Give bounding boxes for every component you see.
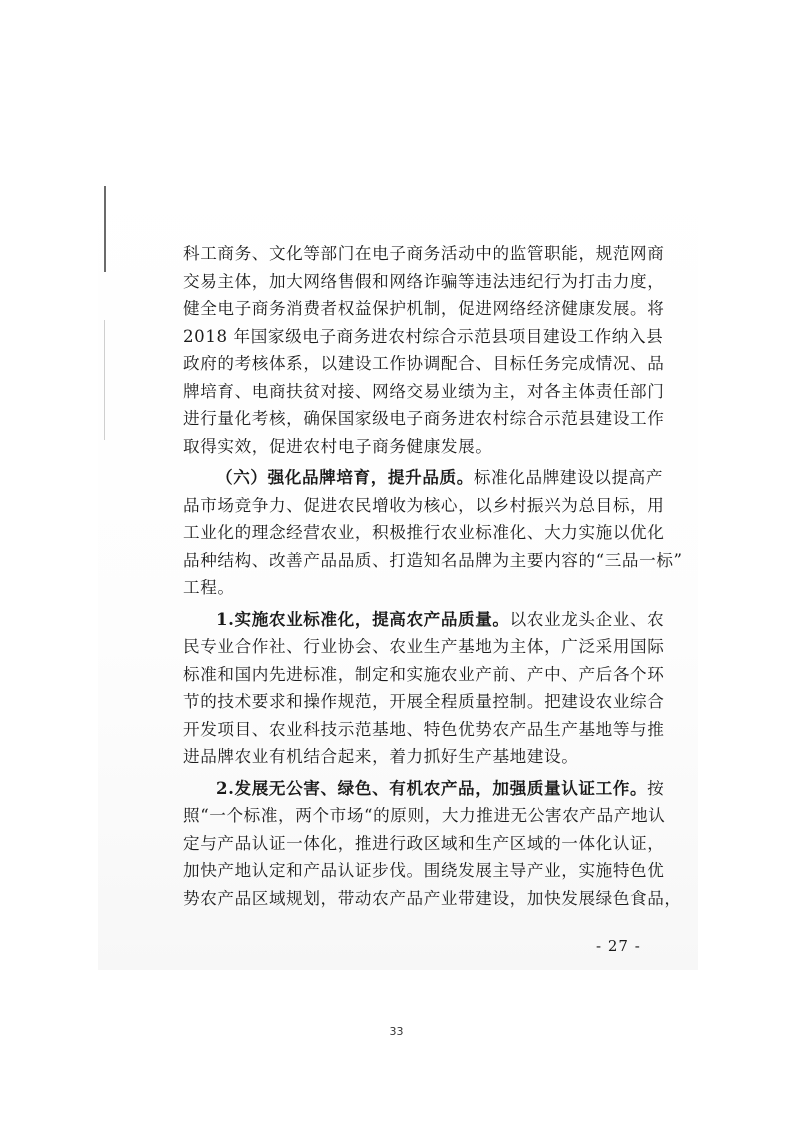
page-number: - 27 - [596, 937, 641, 955]
text-line: 政府的考核体系，以建设工作协调配合、目标任务完成情况、品 [183, 354, 665, 373]
paragraph [183, 775, 682, 913]
section-heading: 2.发展无公害、绿色、有机农产品，加强质量认证工作。 [216, 777, 648, 798]
text-run: 以农业龙头企业、农 [509, 609, 665, 629]
text-line: 品种结构、改善产品品质、打造知名品牌为主要内容的“三品一标” [183, 550, 683, 570]
section-heading: （六）强化品牌培育，提升品质。 [216, 467, 474, 487]
text-line: 2018 年国家级电子商务进农村综合示范县项目建设工作纳入县 [183, 326, 664, 346]
paragraph [183, 240, 665, 460]
scan-artifact-line-faint [104, 320, 105, 440]
text-line: 品市场竞争力、促进农民增收为核心，以乡村振兴为总目标，用 [183, 495, 665, 515]
text-line: 工程。 [183, 578, 235, 597]
text-line [183, 606, 665, 634]
text-line: 节的技术要求和操作规范，开展全程质量控制。把建设农业综合 [183, 692, 665, 711]
text-line: 进品牌农业有机结合起来，着力抓好生产基地建设。 [183, 747, 579, 766]
text-line: 加快产地认定和产品认证步伐。围绕发展主导产业，实施特色优 [183, 861, 665, 880]
text-line: 开发项目、农业科技示范基地、特色优势农产品生产基地等与推 [183, 719, 665, 739]
text-line [183, 775, 665, 803]
document-body [183, 240, 683, 912]
footer-page-number: 33 [389, 1025, 404, 1038]
paragraph [183, 606, 665, 771]
text-line: 工业化的理念经营农业，积极推行农业标准化、大力实施以优化 [183, 523, 665, 542]
text-line: 牌培育、电商扶贫对接、网络交易业绩为主，对各主体责任部门 [183, 381, 665, 401]
text-line: 取得实效，促进农村电子商务健康发展。 [183, 436, 493, 456]
scan-artifact-line [104, 186, 106, 272]
text-line: 势农产品区域规划，带动农产品产业带建设，加快发展绿色食品， [183, 888, 682, 908]
text-line: 进行量化考核，确保国家级电子商务进农村综合示范县建设工作 [183, 409, 665, 428]
paragraph [183, 464, 683, 602]
section-heading: 1.实施农业标准化，提高农产品质量。 [216, 608, 510, 629]
text-line: 健全电子商务消费者权益保护机制，促进网络经济健康发展。将 [183, 299, 665, 318]
text-line: 民专业合作社、行业协会、农业生产基地为主体，广泛采用国际 [183, 637, 665, 656]
text-line: 照“一个标准，两个市场“的原则，大力推进无公害农产品产地认 [183, 806, 666, 825]
text-line: 科工商务、文化等部门在电子商务活动中的监管职能，规范网商 [183, 244, 665, 263]
text-line: 交易主体，加大网络售假和网络诈骗等违法违纪行为打击力度， [183, 271, 665, 291]
text-line: 标准和国内先进标准，制定和实施农业产前、产中、产后各个环 [183, 664, 665, 684]
text-line [183, 464, 664, 492]
text-run: 按 [647, 778, 665, 798]
text-line: 定与产品认证一体化，推进行政区域和生产区域的一体化认证， [183, 833, 665, 853]
text-run: 标准化品牌建设以提高产 [473, 468, 664, 487]
